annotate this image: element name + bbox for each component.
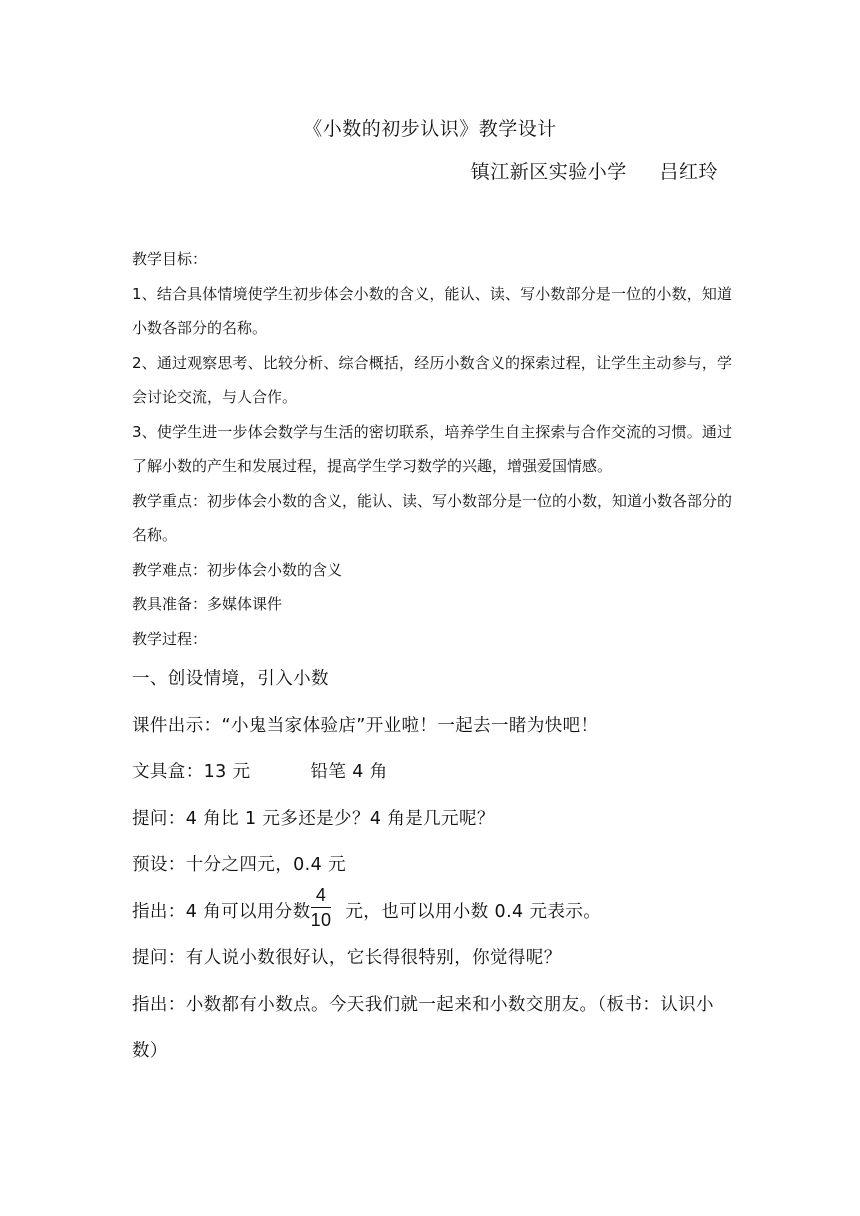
key-point: 教学重点：初步体会小数的含义，能认、读、写小数部分是一位的小数，知道小数各部分的名称。 [132,491,733,544]
document-body [132,242,732,1074]
objective-item: 3、使学生进一步体会数学与生活的密切联系，培养学生自主探索与合作交流的习惯。通过了解小数的产生和发展过程，提高学生学习数学的兴趣，增强爱国情感。 [132,422,732,475]
courseware-line: 课件出示：“小鬼当家体验店”开业啦！一起去一睹为快吧！ [132,715,599,736]
process-heading: 教学过程： [132,629,208,648]
price-pencil: 铅笔 4 角 [310,762,388,782]
question-line: 提问：有人说小数很好认，它长得很特别，你觉得呢？ [132,948,562,968]
difficulty: 教学难点：初步体会小数的含义 [132,560,343,579]
objective-item: 1、结合具体情境使学生初步体会小数的含义，能认、读、写小数部分是一位的小数，知道小数各部分的名称。 [132,284,732,337]
preset-line: 预设：十分之四元，0.4 元 [132,855,346,875]
section-title: 一、创设情境，引入小数 [132,669,329,689]
fraction [311,886,332,929]
fraction-numerator: 4 [315,885,327,905]
objective-item: 2、通过观察思考、比较分析、综合概括，经历小数含义的探索过程，让学生主动参与，学会讨论交流，与人合作。 [132,353,732,406]
fraction-denominator: 10 [310,910,332,930]
objectives-heading: 教学目标： [132,250,208,268]
price-line [132,749,732,796]
point-line: 指出：小数都有小数点。今天我们就一起来和小数交朋友。（板书：认识小数） [132,994,714,1061]
materials: 教具准备：多媒体课件 [132,595,283,613]
point-text-before: 指出：4 角可以用分数 [132,901,311,922]
point-text-after: 元，也可以用小数 0.4 元表示。 [339,901,602,922]
document-title: 《小数的初步认识》教学设计 [303,118,557,140]
author-line: 镇江新区实验小学 吕红玲 [470,161,718,183]
question-line: 提问：4 角比 1 元多还是少？4 角是几元呢？ [132,808,495,829]
price-pencil-case: 文具盒：13 元 [132,762,251,782]
point-line-fraction [132,885,732,936]
